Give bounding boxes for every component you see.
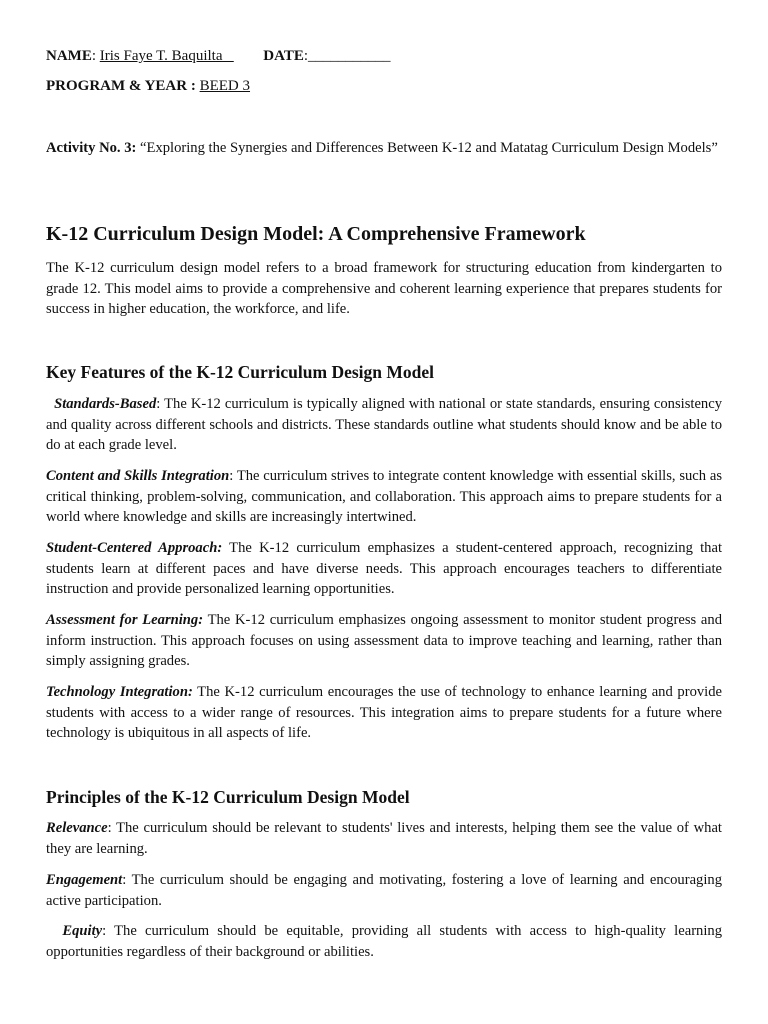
activity-line [46,138,722,159]
section-heading-principles: Principles of the K-12 Curriculum Design Model [46,787,410,807]
feature-item: Student-Centered Approach: The K-12 curriculum emphasizes a student-centered approach, recognizing that students learn at different paces and have diverse needs. This approach encourages teachers to differentiate instruction and provide personalized learning opportunities. [46,540,722,598]
section-heading-framework: K-12 Curriculum Design Model: A Comprehensive Framework [46,223,586,245]
section-heading-key-features: Key Features of the K-12 Curriculum Design Model [46,362,435,382]
principle-term: Engagement [46,872,123,888]
intro-paragraph: The K-12 curriculum design model refers to a broad framework for structuring education from kindergarten to grade 12. This model aims to provide a comprehensive and coherent learning experience that prepares students for success in higher education, the workforce, and life. [46,260,722,318]
feature-term: Technology Integration: [46,684,193,700]
principle-item: Equity: The curriculum should be equitable, providing all students with access to high-quality learning opportunities regardless of their background or abilities. [46,923,722,960]
principle-term: Equity [62,923,103,939]
feature-term: Content and Skills Integration [46,468,230,484]
activity-title: “Exploring the Synergies and Differences Between K-12 and Matatag Curriculum Design Models” [140,140,718,156]
feature-item: Standards-Based: The K-12 curriculum is typically aligned with national or state standards, ensuring consistency and quality across different schools and districts. These standards outline what students should know and be able to do at each grade level. [46,396,722,454]
program-line [46,76,722,96]
name-label: NAME [46,48,92,64]
program-value: BEED 3 [199,78,251,94]
name-value: Iris Faye T. Baquilta [99,48,223,64]
feature-term: Student-Centered Approach: [46,540,223,556]
date-value: ___________ [308,48,391,64]
feature-item: Content and Skills Integration: The curriculum strives to integrate content knowledge with essential skills, such as critical thinking, problem-solving, communication, and collaboration. This approach aims to prepare students for a world where knowledge and skills are increasingly intertwined. [46,468,723,526]
principle-item: Engagement: The curriculum should be engaging and motivating, fostering a love of learning and encouraging active participation. [46,872,722,909]
feature-term: Assessment for Learning: [46,612,204,628]
program-label: PROGRAM & YEAR : [46,78,196,94]
activity-label: Activity No. 3: [46,140,137,156]
name-date-line: NAME: Iris Faye T. Baquilta DATE:___________ [46,48,391,64]
feature-item: Assessment for Learning: The K-12 curriculum emphasizes ongoing assessment to monitor student progress and inform instruction. This approach focuses on using assessment data to improve teaching and learning, rather than simply assigning grades. [46,612,723,670]
principle-term: Relevance [46,820,108,836]
feature-item: Technology Integration: The K-12 curriculum encourages the use of technology to enhance learning and provide students with access to a wider range of resources. This integration aims to prepare students for a future where technology is ubiquitous in all aspects of life. [46,684,722,742]
date-label: DATE [263,48,304,64]
feature-term: Standards-Based [54,396,157,412]
principle-item: Relevance: The curriculum should be relevant to students' lives and interests, helping them see the value of what they are learning. [46,820,722,857]
